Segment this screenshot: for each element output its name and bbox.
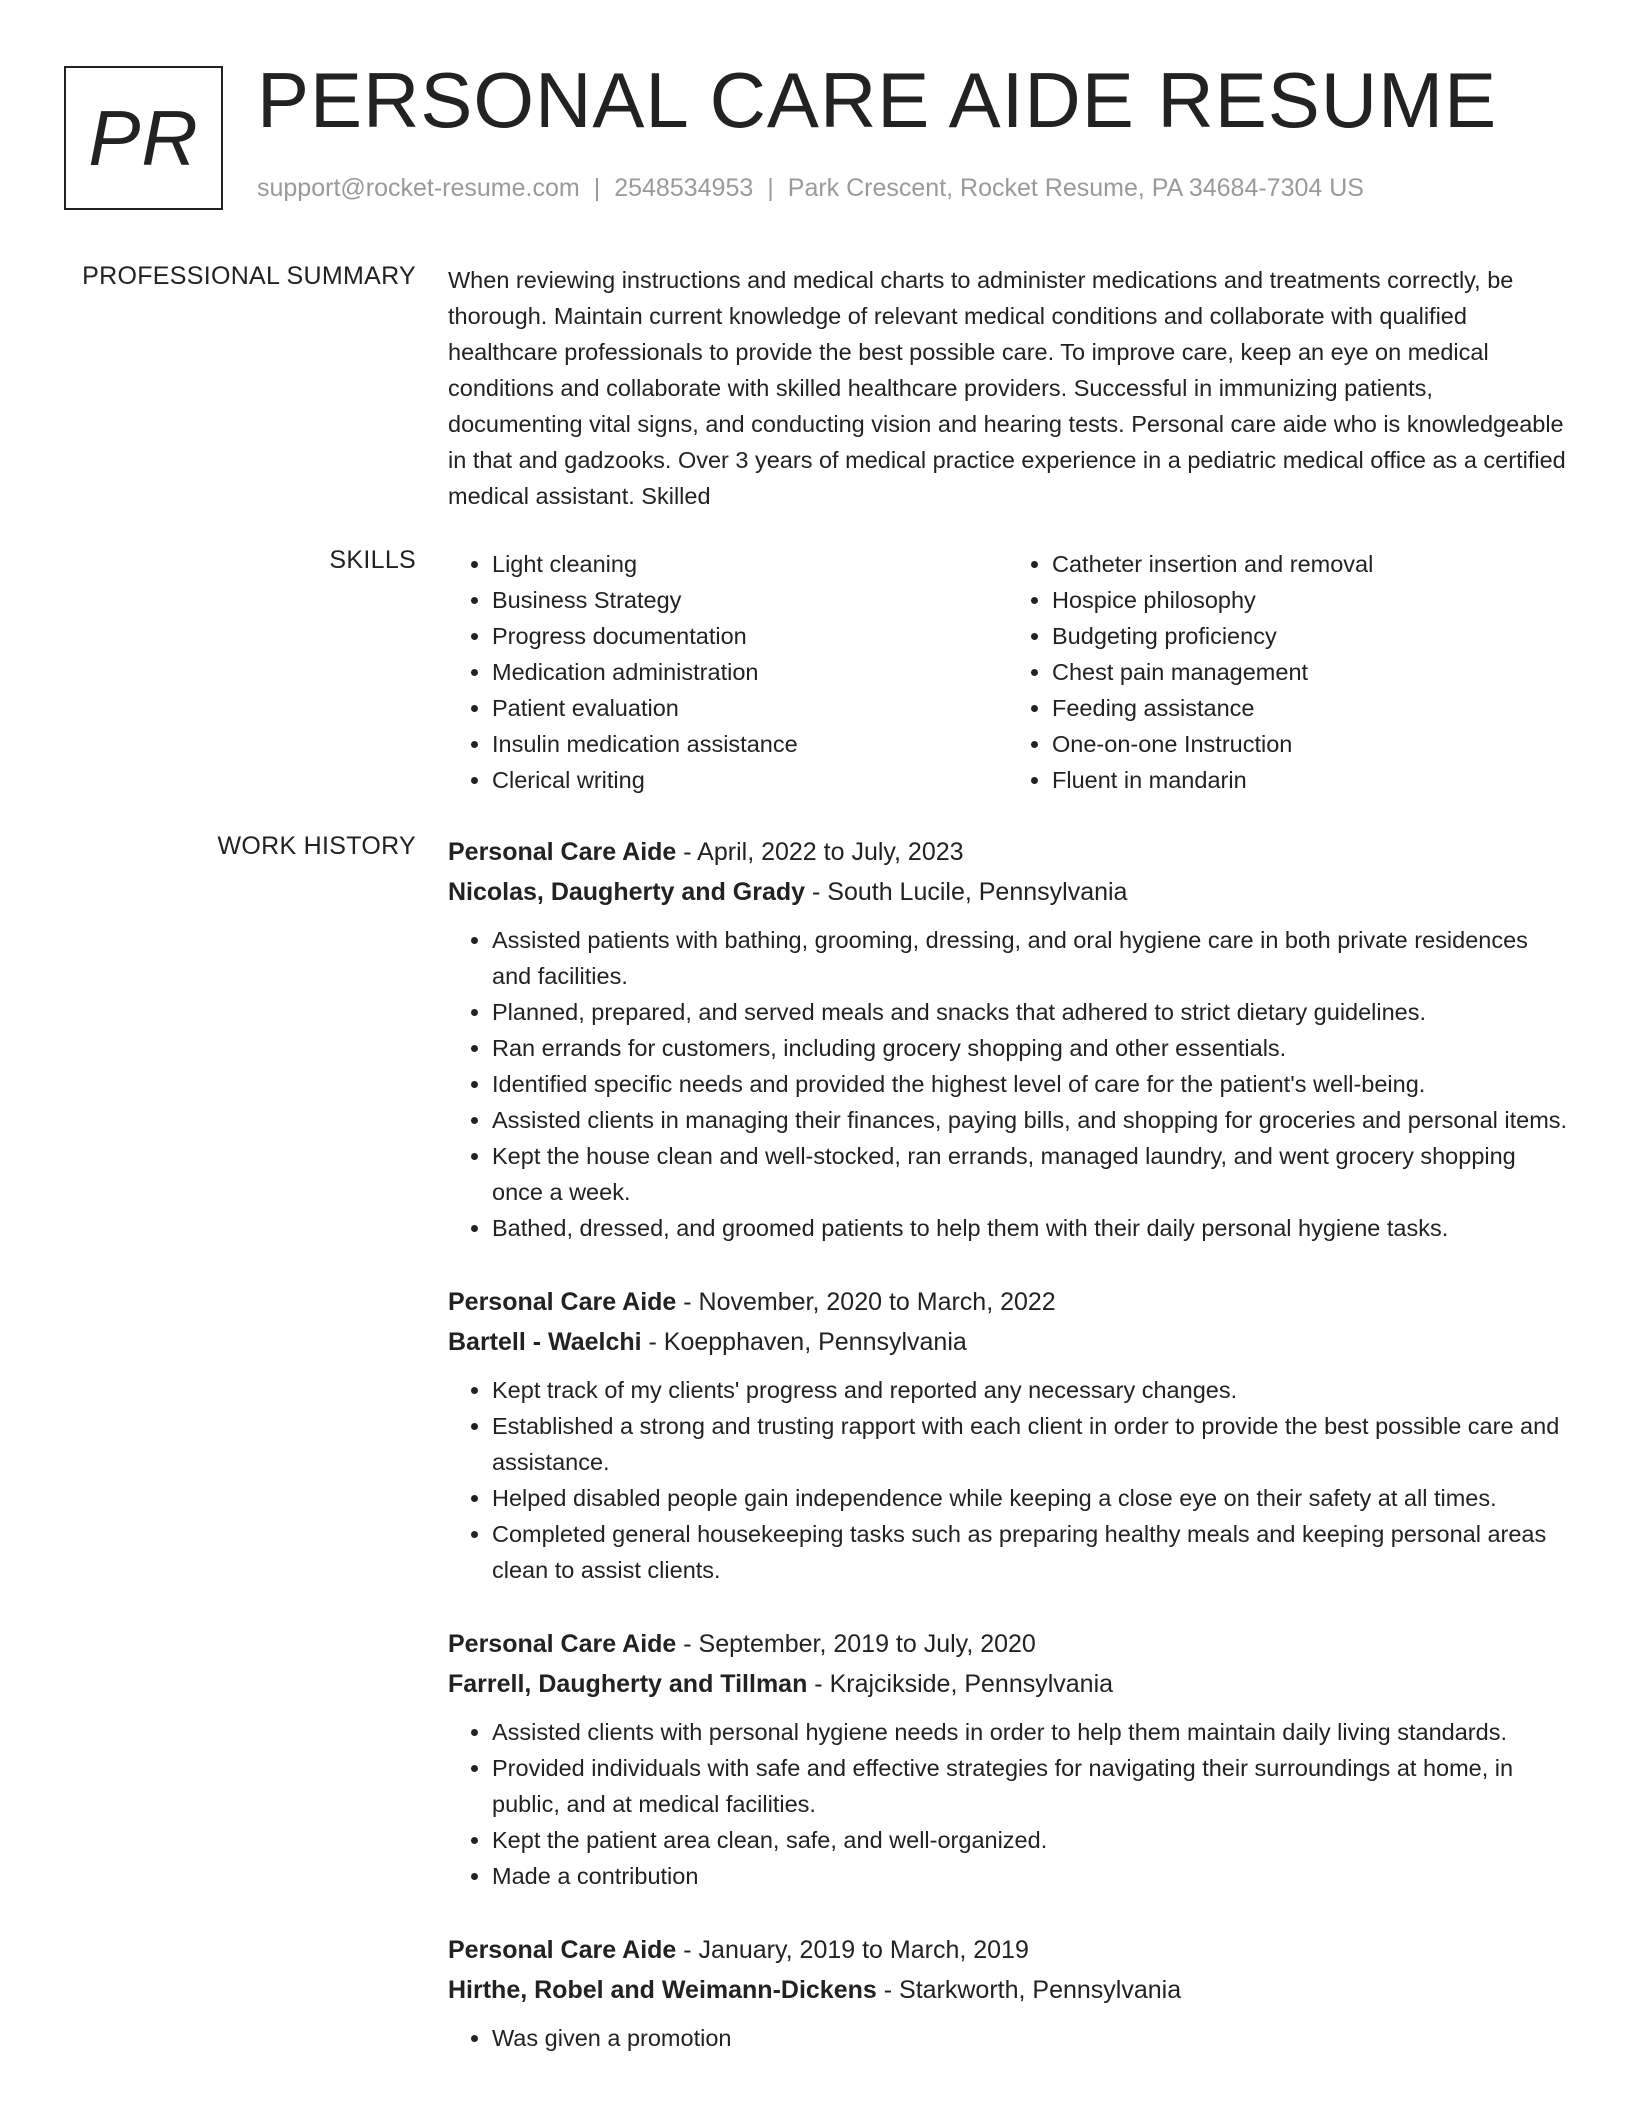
job-dates: - April, 2022 to July, 2023 (676, 838, 964, 866)
job-bullet: • Completed general housekeeping tasks such as preparing healthy meals and keeping personal areas clean to assist clients. (492, 1516, 1568, 1588)
skill-item: • Light cleaning (492, 546, 1008, 582)
job-title: Personal Care Aide (448, 838, 677, 866)
job-title: Personal Care Aide (448, 1288, 677, 1316)
resume-title: PERSONAL CARE AIDE RESUME (257, 56, 1498, 144)
job-dates: - September, 2019 to July, 2020 (676, 1630, 1036, 1658)
job-bullets (448, 2020, 1568, 2056)
contact-separator: | (593, 174, 601, 202)
job-company: Bartell - Waelchi (448, 1328, 642, 1356)
skill-item: • Clerical writing (492, 762, 1008, 798)
skill-item: • Insulin medication assistance (492, 726, 1008, 762)
job-bullet: • Bathed, dressed, and groomed patients to help them with their daily personal hygiene tasks. (492, 1210, 1568, 1246)
job-company-line (448, 872, 1568, 912)
job-bullets (448, 1372, 1568, 1588)
summary-body (448, 262, 1568, 514)
job-location: - Koepphaven, Pennsylvania (641, 1328, 967, 1356)
job-bullet: • Was given a promotion (492, 2020, 1568, 2056)
skills-list-left (448, 546, 1008, 798)
skills-body (448, 546, 1568, 798)
job-bullet: • Helped disabled people gain independence while keeping a close eye on their safety at all times. (492, 1480, 1568, 1516)
skill-item: • Patient evaluation (492, 690, 1008, 726)
skill-item: • Medication administration (492, 654, 1008, 690)
skill-item: • Business Strategy (492, 582, 1008, 618)
contact-address: Park Crescent, Rocket Resume, PA 34684-7304 US (787, 174, 1364, 202)
skill-item: • Fluent in mandarin (1052, 762, 1568, 798)
job-bullet: • Kept the house clean and well-stocked, ran errands, managed laundry, and went grocery shopping once a week. (492, 1138, 1568, 1210)
monogram-logo: PR (64, 66, 223, 210)
contact-phone[interactable]: 2548534953 (614, 174, 754, 202)
skill-item: • Budgeting proficiency (1052, 618, 1568, 654)
job-bullet: • Identified specific needs and provided the highest level of care for the patient's well-being. (492, 1066, 1568, 1102)
job-entry (448, 1282, 1568, 1588)
skill-item: • Feeding assistance (1052, 690, 1568, 726)
job-bullet: • Made a contribution (492, 1858, 1568, 1894)
skill-item: • Catheter insertion and removal (1052, 546, 1568, 582)
job-entry (448, 832, 1568, 1246)
job-location: - Krajcikside, Pennsylvania (807, 1670, 1114, 1698)
job-bullet: • Assisted patients with bathing, grooming, dressing, and oral hygiene care in both private residences and facilities. (492, 922, 1568, 994)
job-company: Hirthe, Robel and Weimann-Dickens (448, 1976, 877, 2004)
job-company: Farrell, Daugherty and Tillman (448, 1670, 808, 1698)
job-title-line (448, 1930, 1568, 1970)
contact-line (257, 174, 1364, 203)
skills-list-right (1008, 546, 1568, 798)
work-history-label: WORK HISTORY (217, 832, 416, 860)
job-company-line (448, 1664, 1568, 1704)
contact-separator: | (767, 174, 774, 202)
contact-email[interactable]: support@rocket-resume.com (257, 174, 580, 202)
job-entry (448, 1930, 1568, 2056)
job-title-line (448, 1624, 1568, 1664)
skill-item: • One-on-one Instruction (1052, 726, 1568, 762)
job-company: Nicolas, Daugherty and Grady (448, 878, 806, 906)
job-bullet: • Assisted clients with personal hygiene needs in order to help them maintain daily living standards. (492, 1714, 1568, 1750)
job-location: - Starkworth, Pennsylvania (876, 1976, 1182, 2004)
job-bullet: • Kept track of my clients' progress and reported any necessary changes. (492, 1372, 1568, 1408)
job-bullet: • Established a strong and trusting rapport with each client in order to provide the best possible care and assistance. (492, 1408, 1568, 1480)
job-dates: - January, 2019 to March, 2019 (676, 1936, 1029, 1964)
job-title-line (448, 1282, 1568, 1322)
job-bullet: • Planned, prepared, and served meals and snacks that adhered to strict dietary guidelines. (492, 994, 1568, 1030)
job-bullet: • Assisted clients in managing their finances, paying bills, and shopping for groceries and personal items. (492, 1102, 1568, 1138)
job-company-line (448, 1970, 1568, 2010)
work-history-body (448, 832, 1568, 2092)
skill-item: • Chest pain management (1052, 654, 1568, 690)
summary-text: When reviewing instructions and medical charts to administer medications and treatments correctly, be thorough. Maintain current knowledge of relevant medical conditions and collaborate with qualified healthcare professionals to provide the best possible care. To improve care, keep an eye on medical conditions and collaborate with skilled healthcare providers. Successful in immunizing patients, documenting vital signs, and conducting vision and hearing tests. Personal care aide who is knowledgeable in that and gadzooks. Over 3 years of medical practice experience in a pediatric medical office as a certified medical assistant. Skilled (448, 267, 1566, 509)
job-bullets (448, 922, 1568, 1246)
skill-item: • Hospice philosophy (1052, 582, 1568, 618)
job-bullet: • Ran errands for customers, including grocery shopping and other essentials. (492, 1030, 1568, 1066)
job-title: Personal Care Aide (448, 1936, 677, 1964)
skills-label: SKILLS (329, 546, 416, 574)
job-location: - South Lucile, Pennsylvania (805, 878, 1128, 906)
job-title-line (448, 832, 1568, 872)
job-bullets (448, 1714, 1568, 1894)
skill-item: • Progress documentation (492, 618, 1008, 654)
job-bullet: • Kept the patient area clean, safe, and well-organized. (492, 1822, 1568, 1858)
job-bullet: • Provided individuals with safe and effective strategies for navigating their surroundings at home, in public, and at medical facilities. (492, 1750, 1568, 1822)
job-dates: - November, 2020 to March, 2022 (676, 1288, 1056, 1316)
job-entry (448, 1624, 1568, 1894)
job-company-line (448, 1322, 1568, 1362)
summary-label: PROFESSIONAL SUMMARY (82, 262, 416, 290)
job-title: Personal Care Aide (448, 1630, 677, 1658)
